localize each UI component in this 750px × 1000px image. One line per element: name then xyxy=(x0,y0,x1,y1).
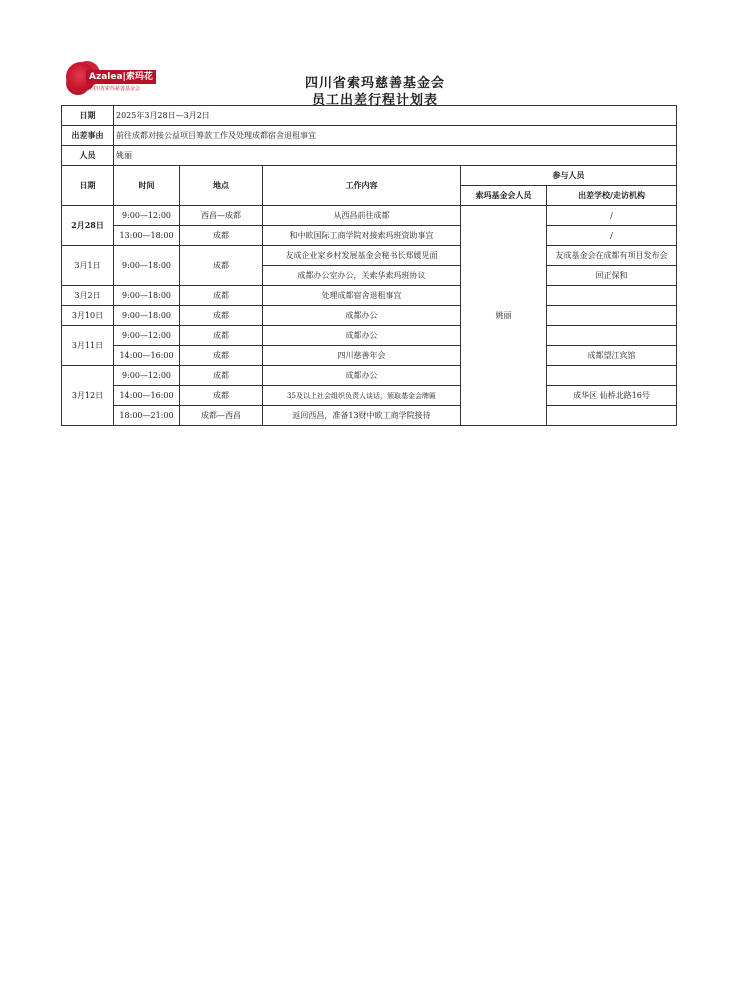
row-date: 3月11日 xyxy=(62,326,114,366)
row-work: 友成企业家乡村发展基金会秘书长郑媛见面 xyxy=(263,246,461,266)
row-work: 成都办公 xyxy=(263,366,461,386)
row-time: 9:00—18:00 xyxy=(114,246,180,286)
row-org: 回正保和 xyxy=(547,266,677,286)
logo-tagline: 四川省索玛慈善基金会 xyxy=(90,86,141,92)
row-date: 2月28日 xyxy=(62,206,114,246)
row-place: 成都 xyxy=(180,366,263,386)
header-date: 日期 xyxy=(62,166,114,206)
trip-plan-table xyxy=(61,105,677,426)
row-work: 从西昌前往成都 xyxy=(263,206,461,226)
row-date: 3月10日 xyxy=(62,306,114,326)
row-date: 3月1日 xyxy=(62,246,114,286)
info-date-value: 2025年3月28日—3月2日 xyxy=(114,106,677,126)
foundation-staff-cell: 姚丽 xyxy=(461,206,547,426)
info-purpose-label: 出差事由 xyxy=(62,126,114,146)
info-row-purpose xyxy=(62,126,677,146)
row-work: 35及以上社会组织负责人谈话，颁取基金会牌匾 xyxy=(263,386,461,406)
row-org xyxy=(547,306,677,326)
table-row xyxy=(62,286,677,306)
row-time: 14:00—16:00 xyxy=(114,346,180,366)
row-org: 成华区 仙桥北路16号 xyxy=(547,386,677,406)
header-participants: 参与人员 xyxy=(461,166,677,186)
row-place: 成都 xyxy=(180,386,263,406)
row-org: 成都望江宾馆 xyxy=(547,346,677,366)
header-foundation-staff: 索玛基金会人员 xyxy=(461,186,547,206)
info-row-people xyxy=(62,146,677,166)
row-time: 9:00—18:00 xyxy=(114,306,180,326)
row-time: 9:00—12:00 xyxy=(114,206,180,226)
row-work: 成都办公 xyxy=(263,306,461,326)
header-school-org: 出差学校/走访机构 xyxy=(547,186,677,206)
row-work: 和中欧国际工商学院对接索玛班资助事宜 xyxy=(263,226,461,246)
row-org xyxy=(547,286,677,306)
row-org xyxy=(547,406,677,426)
row-date: 3月12日 xyxy=(62,366,114,426)
row-work: 处理成都宿舍退租事宜 xyxy=(263,286,461,306)
row-place: 成都 xyxy=(180,286,263,306)
header-row xyxy=(62,166,677,186)
header-time: 时间 xyxy=(114,166,180,206)
table-row xyxy=(62,306,677,326)
row-time: 14:00—16:00 xyxy=(114,386,180,406)
row-time: 9:00—18:00 xyxy=(114,286,180,306)
header-work: 工作内容 xyxy=(263,166,461,206)
row-org xyxy=(547,366,677,386)
row-org: / xyxy=(547,206,677,226)
header-place: 地点 xyxy=(180,166,263,206)
row-time: 13:00—18:00 xyxy=(114,226,180,246)
info-row-date xyxy=(62,106,677,126)
row-work: 成都办公 xyxy=(263,326,461,346)
table-row xyxy=(62,346,677,366)
row-work: 返回西昌，准备13财中欧工商学院接待 xyxy=(263,406,461,426)
row-place: 成都—西昌 xyxy=(180,406,263,426)
row-place: 西昌—成都 xyxy=(180,206,263,226)
table-row xyxy=(62,386,677,406)
row-date: 3月2日 xyxy=(62,286,114,306)
table-row xyxy=(62,246,677,266)
row-place: 成都 xyxy=(180,226,263,246)
table-row xyxy=(62,326,677,346)
row-org: 友成基金会在成都有项目发布会 xyxy=(547,246,677,266)
info-date-label: 日期 xyxy=(62,106,114,126)
row-work: 四川慈善年会 xyxy=(263,346,461,366)
info-purpose-value: 前往成都对接公益项目筹款工作及处理成都宿舍退租事宜 xyxy=(114,126,677,146)
table-row xyxy=(62,406,677,426)
table-row xyxy=(62,366,677,386)
row-place: 成都 xyxy=(180,306,263,326)
table-row xyxy=(62,206,677,226)
row-org xyxy=(547,326,677,346)
document-title: 四川省索玛慈善基金会 xyxy=(304,76,445,91)
document-subtitle: 员工出差行程计划表 xyxy=(311,93,438,108)
row-time: 18:00—21:00 xyxy=(114,406,180,426)
row-org: / xyxy=(547,226,677,246)
info-people-label: 人员 xyxy=(62,146,114,166)
table-row xyxy=(62,226,677,246)
row-time: 9:00—12:00 xyxy=(114,326,180,346)
logo-brand: Azalea|索玛花 xyxy=(86,70,156,84)
row-work: 成都办公室办公，关索华索玛班协议 xyxy=(263,266,461,286)
row-place: 成都 xyxy=(180,346,263,366)
row-time: 9:00—12:00 xyxy=(114,366,180,386)
row-place: 成都 xyxy=(180,326,263,346)
row-place: 成都 xyxy=(180,246,263,286)
info-people-value: 姚丽 xyxy=(114,146,677,166)
